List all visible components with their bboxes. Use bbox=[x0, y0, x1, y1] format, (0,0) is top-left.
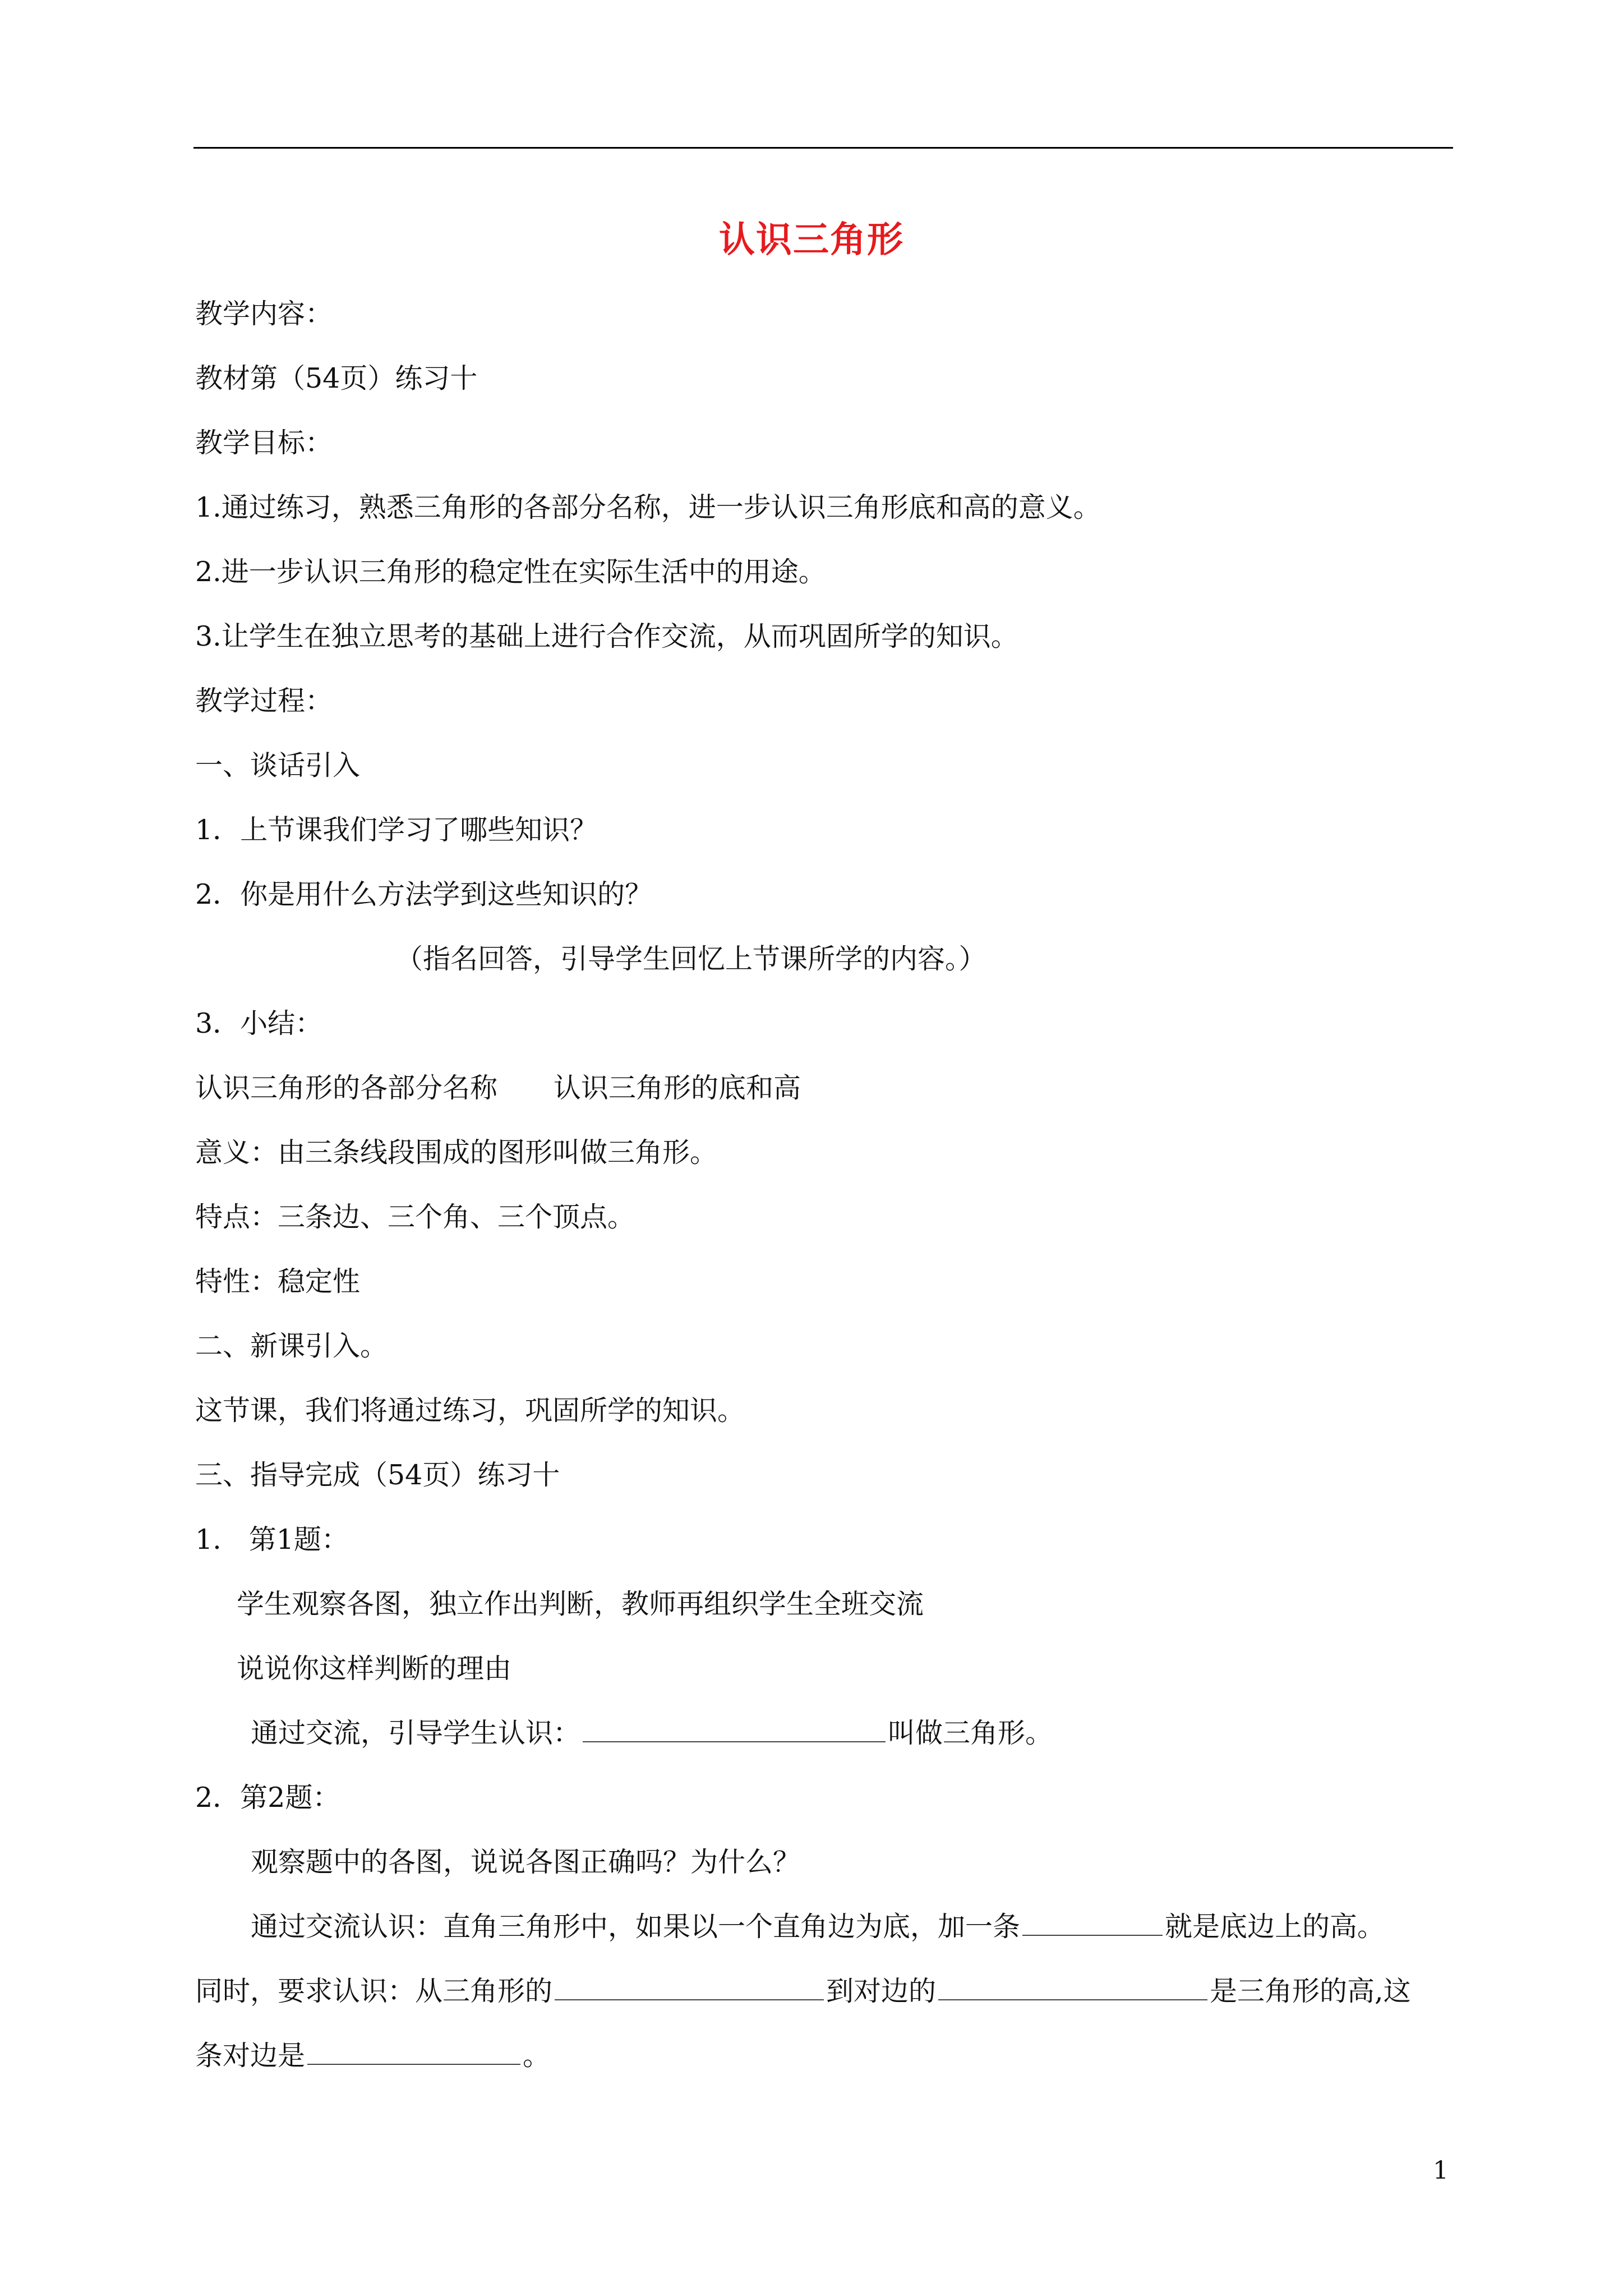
section-label-content: 教学内容： bbox=[195, 298, 333, 330]
heading-part-2: 二、新课引入。 bbox=[195, 1330, 388, 1362]
definition-features: 特点：三条边、三个角、三个顶点。 bbox=[195, 1201, 635, 1233]
exercise-1-fill-tail: 叫做三角形。 bbox=[888, 1717, 1053, 1749]
exercise-1-label: 1. 第1题： bbox=[195, 1524, 349, 1556]
goal-item-1: 1.通过练习，熟悉三角形的各部分名称，进一步认识三角形底和高的意义。 bbox=[195, 491, 1101, 523]
summary-topics bbox=[195, 1069, 801, 1108]
exercise-2-fill-2-mid: 到对边的 bbox=[826, 1975, 937, 2007]
exercise-2-label: 2．第2题： bbox=[195, 1782, 340, 1814]
exercise-1-prompt: 说说你这样判断的理由 bbox=[237, 1653, 512, 1685]
exercise-2-fill-3-lead: 条对边是 bbox=[195, 2040, 306, 2072]
summary-topic-names: 认识三角形的各部分名称 bbox=[195, 1072, 498, 1104]
goal-item-3: 3.让学生在独立思考的基础上进行合作交流，从而巩固所学的知识。 bbox=[195, 620, 1018, 652]
answer-blank-4[interactable] bbox=[938, 1973, 1207, 2000]
lesson-intro: 这节课，我们将通过练习，巩固所学的知识。 bbox=[195, 1395, 745, 1427]
textbook-reference: 教材第（54页）练习十 bbox=[195, 362, 478, 394]
document-title: 认识三角形 bbox=[719, 219, 904, 261]
question-1: 1．上节课我们学习了哪些知识？ bbox=[195, 814, 598, 846]
exercise-2-fill-2-tail: 是三角形的高,这 bbox=[1210, 1975, 1411, 2007]
exercise-2-fill-2 bbox=[195, 1972, 1411, 2011]
exercise-2-fill-1-tail: 就是底边上的高。 bbox=[1165, 1911, 1385, 1943]
section-label-goals: 教学目标： bbox=[195, 427, 333, 459]
heading-part-3: 三、指导完成（54页）练习十 bbox=[195, 1459, 560, 1491]
exercise-2-fill-1 bbox=[251, 1907, 1385, 1947]
goal-item-2: 2.进一步认识三角形的稳定性在实际生活中的用途。 bbox=[195, 556, 826, 588]
section-label-process: 教学过程： bbox=[195, 685, 333, 717]
exercise-1-fill bbox=[251, 1714, 1053, 1753]
exercise-2-fill-3-tail: 。 bbox=[523, 2040, 551, 2072]
exercise-2-fill-3 bbox=[195, 2036, 550, 2076]
header-rule bbox=[193, 147, 1453, 149]
exercise-2-fill-1-lead: 通过交流认识：直角三角形中，如果以一个直角边为底，加一条 bbox=[251, 1911, 1021, 1943]
question-2: 2．你是用什么方法学到这些知识的？ bbox=[195, 878, 653, 910]
answer-blank-5[interactable] bbox=[307, 2038, 520, 2065]
exercise-2-fill-2-lead: 同时，要求认识：从三角形的 bbox=[195, 1975, 553, 2007]
teacher-note: （指名回答，引导学生回忆上节课所学的内容。） bbox=[395, 943, 986, 975]
definition-meaning: 意义：由三条线段围成的图形叫做三角形。 bbox=[195, 1137, 718, 1168]
summary-label: 3．小结： bbox=[195, 1007, 323, 1039]
summary-topic-base-height: 认识三角形的底和高 bbox=[554, 1072, 801, 1104]
answer-blank-3[interactable] bbox=[555, 1973, 824, 2000]
exercise-2-instruction: 观察题中的各图，说说各图正确吗？为什么？ bbox=[251, 1846, 801, 1878]
answer-blank-2[interactable] bbox=[1022, 1909, 1163, 1936]
exercise-1-fill-lead: 通过交流，引导学生认识： bbox=[251, 1717, 581, 1749]
exercise-1-instruction: 学生观察各图，独立作出判断，教师再组织学生全班交流 bbox=[237, 1588, 924, 1620]
answer-blank-1[interactable] bbox=[583, 1715, 886, 1742]
heading-part-1: 一、谈话引入 bbox=[195, 749, 361, 781]
page-number: 1 bbox=[1433, 2156, 1449, 2185]
definition-property: 特性：稳定性 bbox=[195, 1266, 361, 1297]
